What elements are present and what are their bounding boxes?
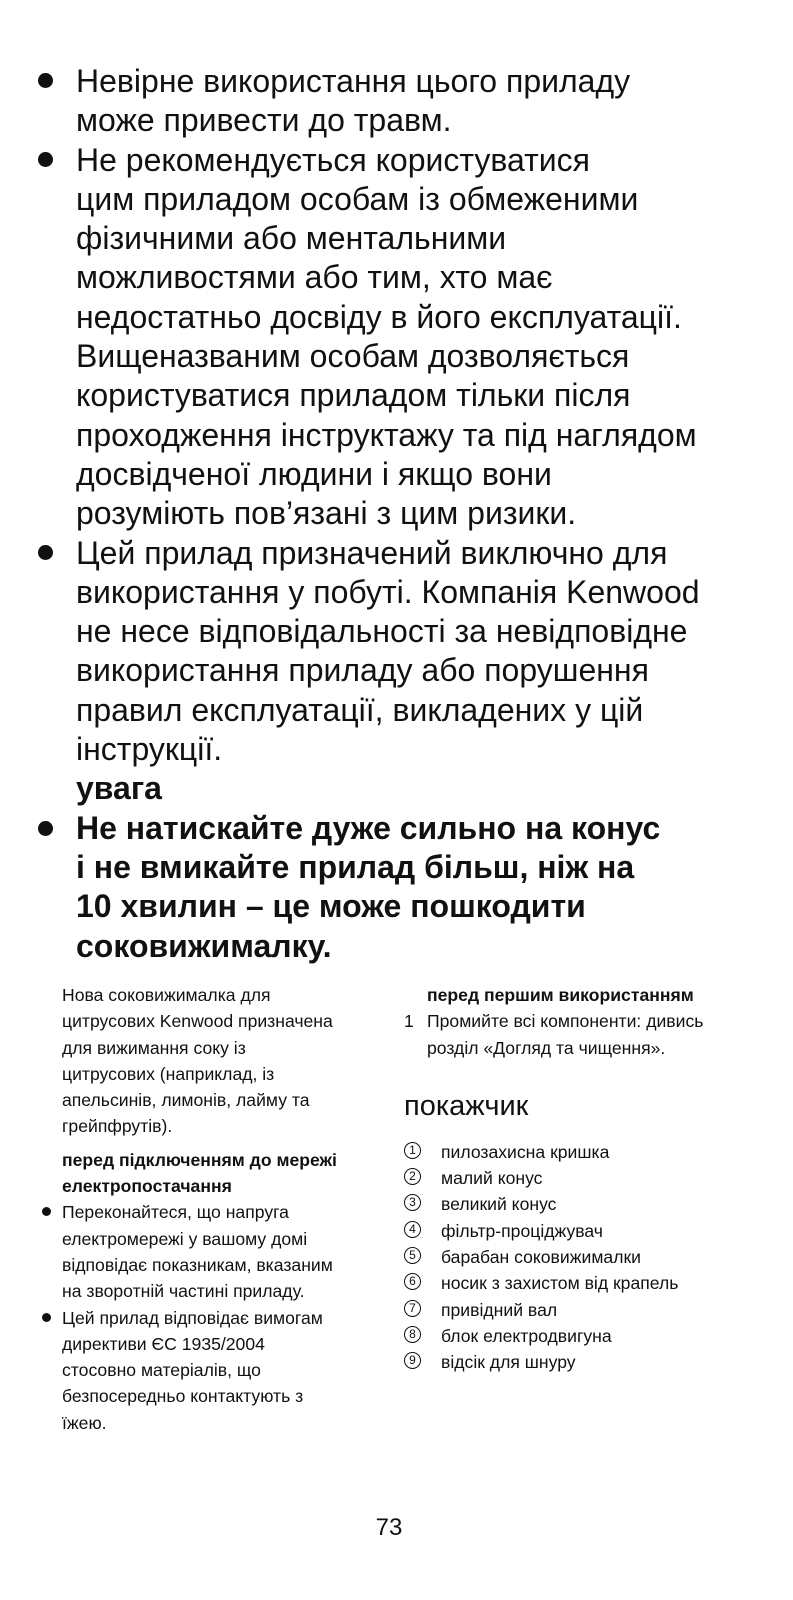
part-label: привідний вал xyxy=(441,1299,558,1320)
bullet-icon xyxy=(38,821,53,836)
list-item xyxy=(404,1165,764,1191)
text-line: Не рекомендується користуватися xyxy=(76,141,590,178)
text-line: електромережі у вашому домі xyxy=(62,1228,308,1249)
list-item xyxy=(404,1139,764,1165)
list-item xyxy=(404,1349,764,1375)
bullet-item xyxy=(0,141,756,534)
text-line: користуватися приладом тільки після xyxy=(76,377,631,414)
part-label: пилозахисна кришка xyxy=(441,1141,610,1162)
part-label: барабан соковижималки xyxy=(441,1247,641,1268)
bullet-item xyxy=(0,534,756,770)
text-line: 10 хвилин – це може пошкодити xyxy=(76,888,586,925)
bullet-icon xyxy=(42,1313,51,1322)
text-line: безпосередньо контактують з xyxy=(62,1386,304,1407)
text-line: соковижималку. xyxy=(76,927,332,964)
section-heading xyxy=(62,1147,382,1200)
text-line: Вищеназваним особам дозволяється xyxy=(76,338,630,375)
part-label: малий конус xyxy=(441,1168,543,1189)
text-line: використання у побуті. Компанія Kenwood xyxy=(76,573,700,610)
text-line: може привести до травм. xyxy=(76,102,452,139)
text-line: для вижимання соку із xyxy=(62,1037,246,1058)
circled-number-icon: 7 xyxy=(404,1300,421,1317)
text-line: і не вмикайте прилад більш, ніж на xyxy=(76,848,635,885)
circled-number-icon: 4 xyxy=(404,1221,421,1238)
text-line: фізичними або ментальними xyxy=(76,220,507,257)
first-use-heading: перед першим використанням xyxy=(427,985,694,1005)
text-line: Промийте всі компоненти: дивись xyxy=(427,1011,704,1032)
page-number: 73 xyxy=(375,1514,403,1541)
text-line: Не натискайте дуже сильно на конус xyxy=(76,809,661,846)
text-line: Нова соковижималка для xyxy=(62,985,271,1005)
text-line: цитрусових (наприклад, із xyxy=(62,1063,275,1084)
text-line: Цей прилад відповідає вимогам xyxy=(62,1307,323,1328)
circled-number-icon: 2 xyxy=(404,1168,421,1185)
bullet-item xyxy=(62,1199,382,1304)
circled-number-icon: 5 xyxy=(404,1247,421,1264)
bullet-item xyxy=(0,62,756,141)
part-label: носик з захистом від крапель xyxy=(441,1273,679,1294)
text-line: директиви ЄС 1935/2004 xyxy=(62,1333,265,1354)
list-item xyxy=(404,1270,764,1296)
part-label: великий конус xyxy=(441,1194,557,1215)
text-line: електропостачання xyxy=(62,1176,232,1197)
bullet-icon xyxy=(38,152,53,167)
text-line: Переконайтеся, що напруга xyxy=(62,1202,289,1223)
circled-number-icon: 9 xyxy=(404,1352,421,1369)
bullet-item xyxy=(62,1305,382,1436)
text-line: апельсинів, лимонів, лайму та xyxy=(62,1090,310,1111)
text-line: Невірне використання цього приладу xyxy=(76,63,631,99)
step-number: 1 xyxy=(404,1011,414,1032)
list-item xyxy=(404,1323,764,1349)
text-line: інструкції. xyxy=(76,731,223,768)
text-line: перед підключенням до мережі xyxy=(62,1149,337,1170)
text-line: розділ «Догляд та чищення». xyxy=(427,1037,666,1058)
part-label: блок електродвигуна xyxy=(441,1325,612,1346)
bullet-icon xyxy=(42,1207,51,1216)
warning-item xyxy=(0,809,756,966)
right-column xyxy=(404,982,764,1376)
circled-number-icon: 3 xyxy=(404,1194,421,1211)
text-line: Цей прилад призначений виключно для xyxy=(76,534,668,571)
text-line: можливостями або тим, хто має xyxy=(76,259,553,296)
left-column xyxy=(62,982,382,1436)
text-line: використання приладу або порушення xyxy=(76,652,649,689)
warning-heading: увага xyxy=(76,770,162,807)
text-line: стосовно матеріалів, що xyxy=(62,1360,261,1381)
part-label: фільтр-проціджувач xyxy=(441,1220,603,1241)
bullet-icon xyxy=(38,545,53,560)
text-line: розуміють пов’язані з цим ризики. xyxy=(76,495,577,532)
list-item xyxy=(404,1191,764,1217)
part-label: відсік для шнуру xyxy=(441,1352,576,1373)
intro-paragraph xyxy=(62,982,382,1140)
parts-list xyxy=(404,1139,764,1376)
text-line: недостатньо досвіду в його експлуатації. xyxy=(76,298,682,335)
text-line: цитрусових Kenwood призначена xyxy=(62,1011,333,1032)
text-line: не несе відповідальності за невідповідне xyxy=(76,613,688,650)
top-section xyxy=(0,62,793,966)
numbered-step xyxy=(404,1008,764,1061)
circled-number-icon: 1 xyxy=(404,1142,421,1159)
text-line: їжею. xyxy=(62,1412,107,1433)
text-line: грейпфрутів). xyxy=(62,1116,173,1137)
bullet-icon xyxy=(38,73,53,88)
circled-number-icon: 6 xyxy=(404,1273,421,1290)
list-item xyxy=(404,1218,764,1244)
text-line: досвідченої людини і якщо вони xyxy=(76,455,552,492)
list-item xyxy=(404,1244,764,1270)
text-line: правил експлуатації, викладених у цій xyxy=(76,691,644,728)
text-line: цим приладом особам із обмеженими xyxy=(76,180,639,217)
list-item xyxy=(404,1297,764,1323)
text-line: проходження інструктажу та під наглядом xyxy=(76,416,697,453)
text-line: відповідає показникам, вказаним xyxy=(62,1254,333,1275)
text-line: на зворотній частині приладу. xyxy=(62,1281,305,1302)
circled-number-icon: 8 xyxy=(404,1326,421,1343)
index-title: покажчик xyxy=(404,1089,529,1122)
